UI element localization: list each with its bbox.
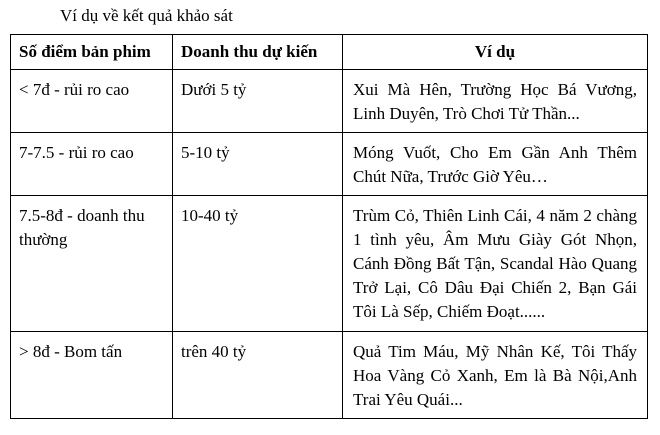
table-row: [11, 70, 648, 133]
survey-results-table: [10, 34, 648, 419]
header-revenue: Doanh thu dự kiến: [173, 35, 343, 70]
table-caption: Ví dụ về kết quả khảo sát: [60, 6, 233, 25]
cell-examples: Quả Tim Máu, Mỹ Nhân Kế, Tôi Thấy Hoa Vàng Cỏ Xanh, Em là Bà Nội,Anh Trai Yêu Quái...: [343, 332, 648, 419]
cell-score: < 7đ - rủi ro cao: [11, 70, 173, 133]
header-score: Số điểm bản phim: [11, 35, 173, 70]
header-examples: Ví dụ: [343, 35, 648, 70]
cell-revenue: trên 40 tỷ: [173, 332, 343, 419]
cell-examples: Trùm Cỏ, Thiên Linh Cái, 4 năm 2 chàng 1 tình yêu, Âm Mưu Giày Gót Nhọn, Cánh Đồng Bất Tận, Scandal Hào Quang Trở Lại, Cô Dâu Đại Chiến 2, Bạn Gái Tôi Là Sếp, Chiếm Đoạt......: [343, 196, 648, 332]
cell-score: 7.5-8đ - doanh thu thường: [11, 196, 173, 332]
cell-revenue: 5-10 tỷ: [173, 133, 343, 196]
table-header-row: [11, 35, 648, 70]
cell-score: > 8đ - Bom tấn: [11, 332, 173, 419]
table-row: [11, 332, 648, 419]
cell-examples: Xui Mà Hên, Trường Học Bá Vương, Linh Duyên, Trò Chơi Tử Thần...: [343, 70, 648, 133]
cell-score: 7-7.5 - rủi ro cao: [11, 133, 173, 196]
cell-revenue: 10-40 tỷ: [173, 196, 343, 332]
table-row: [11, 196, 648, 332]
table-row: [11, 133, 648, 196]
cell-revenue: Dưới 5 tỷ: [173, 70, 343, 133]
cell-examples: Móng Vuốt, Cho Em Gần Anh Thêm Chút Nữa, Trước Giờ Yêu…: [343, 133, 648, 196]
